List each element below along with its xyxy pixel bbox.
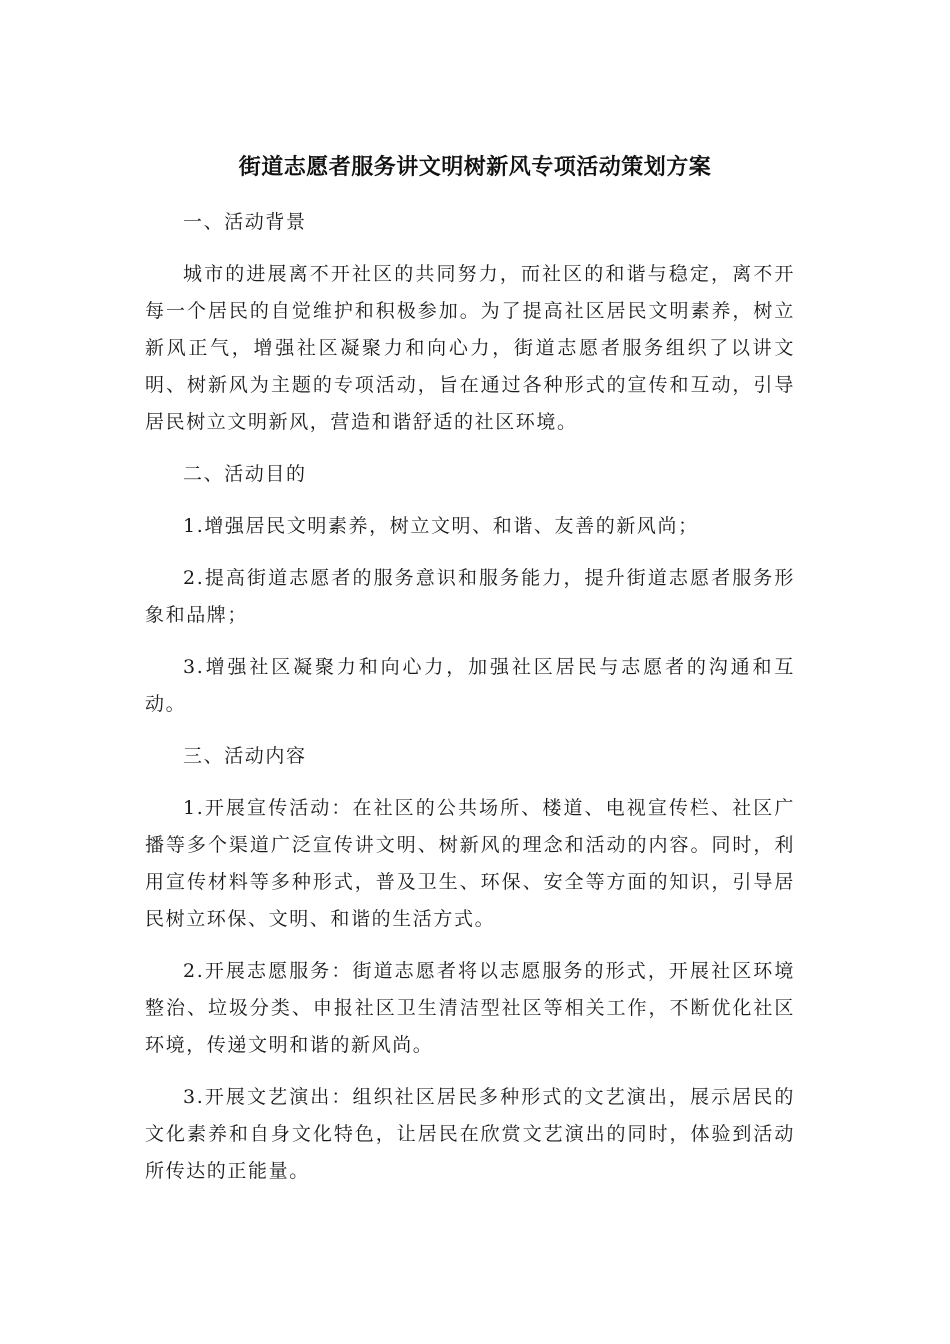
document-body xyxy=(145,204,795,1205)
section-heading-content: 三、活动内容 xyxy=(183,745,307,767)
content-item-1: 1.开展宣传活动：在社区的公共场所、楼道、电视宣传栏、社区广播等多个渠道广泛宣传讲文明、树新风的理念和活动的内容。同时，利用宣传材料等多种形式，普及卫生、环保、安全等方面的知识，引导居民树立环保、文明、和谐的生活方式。 xyxy=(145,797,795,930)
paragraph-background: 城市的进展离不开社区的共同努力，而社区的和谐与稳定，离不开每一个居民的自觉维护和积极参加。为了提高社区居民文明素养，树立新风正气，增强社区凝聚力和向心力，街道志愿者服务组织了以讲文明、树新风为主题的专项活动，旨在通过各种形式的宣传和互动，引导居民树立文明新风，营造和谐舒适的社区环境。 xyxy=(145,263,795,433)
content-item-2: 2.开展志愿服务：街道志愿者将以志愿服务的形式，开展社区环境整治、垃圾分类、申报社区卫生清洁型社区等相关工作，不断优化社区环境，传递文明和谐的新风尚。 xyxy=(145,960,795,1056)
section-heading-purpose: 二、活动目的 xyxy=(183,463,307,485)
purpose-item-2: 2.提高街道志愿者的服务意识和服务能力，提升街道志愿者服务形象和品牌； xyxy=(145,567,795,626)
section-heading-background: 一、活动背景 xyxy=(183,211,307,233)
content-item-3: 3.开展文艺演出：组织社区居民多种形式的文艺演出，展示居民的文化素养和自身文化特色，让居民在欣赏文艺演出的同时，体验到活动所传达的正能量。 xyxy=(145,1086,795,1182)
purpose-item-3: 3.增强社区凝聚力和向心力，加强社区居民与志愿者的沟通和互动。 xyxy=(145,656,795,715)
purpose-item-1: 1.增强居民文明素养，树立文明、和谐、友善的新风尚； xyxy=(183,515,699,537)
document-title: 街道志愿者服务讲文明树新风专项活动策划方案 xyxy=(238,154,712,180)
